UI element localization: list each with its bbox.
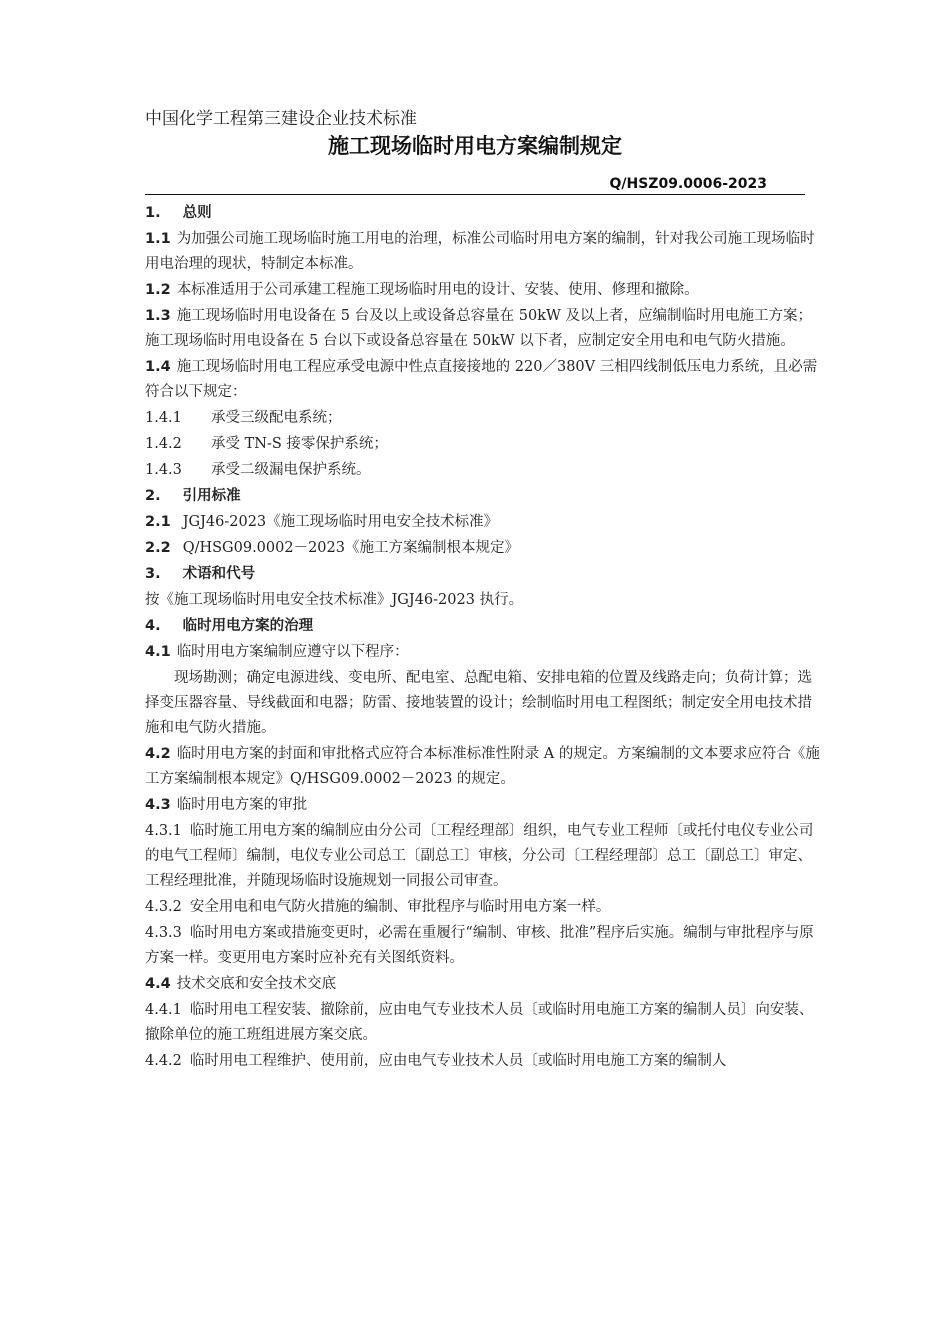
clause-text: 技术交底和安全技术交底: [176, 976, 337, 992]
subclause-number: 4.3.2: [145, 899, 182, 915]
subclause-number: 1.4.3: [145, 462, 182, 478]
document-title: 施工现场临时用电方案编制规定: [328, 134, 622, 158]
subclause: [145, 998, 820, 1048]
subclause-text: 临时用电工程安装、撤除前，应由电气专业技术人员〔或临时用电施工方案的编制人员〕向安装、撤除单位的施工班组进展方案交底。: [145, 1002, 814, 1043]
clause: [145, 742, 820, 792]
clause: [145, 355, 820, 405]
subclause: [145, 921, 820, 971]
subclause: [145, 458, 820, 483]
clause: [145, 278, 820, 303]
subclause: [145, 819, 820, 894]
subclause: [145, 406, 820, 431]
section-heading: [145, 201, 820, 226]
clause-text: 临时用电方案编制应遵守以下程序：: [176, 644, 409, 660]
clause-text: 临时用电方案的封面和审批格式应符合本标准标准性附录 A 的规定。方案编制的文本要求应符合《施工方案编制根本规定》Q/HSG09.0002－2023 的规定。: [145, 746, 820, 787]
section-number: 1.: [145, 205, 161, 221]
clause: [145, 304, 820, 354]
section-heading: [145, 484, 820, 509]
document-body: [145, 201, 820, 1075]
subclause-number: 4.3.3: [145, 925, 182, 941]
subclause: [145, 432, 820, 457]
section-number: 2.: [145, 488, 161, 504]
clause-text: 为加强公司施工现场临时施工用电的治理，标准公司临时用电方案的编制，针对我公司施工现场临时用电治理的现状，特制定本标准。: [145, 231, 815, 272]
clause-text: 施工现场临时用电设备在 5 台及以上或设备总容量在 50kW 及以上者，应编制临时用电施工方案；施工现场临时用电设备在 5 台以下或设备总容量在 50kW 以下者，应制定安全用电和电气防火措施。: [145, 308, 812, 349]
clause: [145, 536, 820, 561]
clause: [145, 227, 820, 277]
clause-number: 4.2: [145, 746, 171, 762]
clause-text: 施工现场临时用电工程应承受电源中性点直接接地的 220／380V 三相四线制低压电力系统，且必需符合以下规定：: [145, 359, 818, 400]
subclause-text: 承受三级配电系统；: [211, 410, 342, 426]
section-heading: [145, 614, 820, 639]
subclause: [145, 1049, 820, 1074]
subclause-number: 4.4.2: [145, 1053, 182, 1069]
clause-text: Q/HSG09.0002－2023《施工方案编制根本规定》: [182, 540, 519, 556]
clause-number: 4.3: [145, 797, 171, 813]
clause-number: 1.1: [145, 231, 171, 247]
section-heading: [145, 562, 820, 587]
subclause-text: 临时用电方案或措施变更时，必需在重履行“编制、审核、批准”程序后实施。编制与审批程序与原方案一样。变更用电方案时应补充有关图纸资料。: [145, 925, 814, 966]
section-title: 引用标准: [182, 488, 241, 504]
subclause-text: 安全用电和电气防火措施的编制、审批程序与临时用电方案一样。: [189, 899, 611, 915]
clause-text: 本标准适用于公司承建工程施工现场临时用电的设计、安装、使用、修理和撤除。: [176, 282, 699, 298]
clause-number: 4.1: [145, 644, 171, 660]
clause: [145, 510, 820, 535]
organization-name: 中国化学工程第三建设企业技术标准: [145, 109, 417, 129]
standard-code: Q/HSZ09.0006-2023: [609, 176, 767, 192]
subclause: [145, 895, 820, 920]
paragraph: 按《施工现场临时用电安全技术标准》JGJ46-2023 执行。: [145, 592, 524, 608]
paragraph: 现场勘测；确定电源进线、变电所、配电室、总配电箱、安排电箱的位置及线路走向；负荷计算；选择变压器容量、导线截面和电器；防雷、接地装置的设计；绘制临时用电工程图纸；制定安全用电技术措施和电气防火措施。: [145, 670, 812, 736]
section-number: 3.: [145, 566, 161, 582]
clause-text: 临时用电方案的审批: [176, 797, 308, 813]
subclause-number: 1.4.2: [145, 436, 182, 452]
subclause-text: 承受 TN-S 接零保护系统；: [211, 436, 388, 452]
section-title: 总则: [182, 205, 212, 221]
section-title: 临时用电方案的治理: [182, 618, 314, 634]
clause-number: 1.3: [145, 308, 171, 324]
subclause-number: 4.3.1: [145, 823, 182, 839]
clause-number: 4.4: [145, 976, 171, 992]
clause-text: JGJ46-2023《施工现场临时用电安全技术标准》: [182, 514, 499, 530]
clause: [145, 793, 820, 818]
header-rule: [145, 194, 805, 195]
clause-number: 1.2: [145, 282, 171, 298]
clause-number: 2.2: [145, 540, 171, 556]
subclause-text: 临时施工用电方案的编制应由分公司〔工程经理部〕组织，电气专业工程师〔或托付电仪专业公司的电气工程师〕编制，电仪专业公司总工〔副总工〕审核，分公司〔工程经理部〕总工〔副总工〕审定、工程经理批准，并随现场临时设施规划一同报公司审查。: [145, 823, 814, 889]
section-number: 4.: [145, 618, 161, 634]
clause: [145, 972, 820, 997]
subclause-number: 4.4.1: [145, 1002, 182, 1018]
subclause-text: 临时用电工程维护、使用前，应由电气专业技术人员〔或临时用电施工方案的编制人: [189, 1053, 727, 1069]
subclause-text: 承受二级漏电保护系统。: [211, 462, 371, 478]
subclause-number: 1.4.1: [145, 410, 182, 426]
clause-number: 1.4: [145, 359, 171, 375]
clause-number: 2.1: [145, 514, 171, 530]
clause: [145, 640, 820, 665]
section-title: 术语和代号: [182, 566, 256, 582]
